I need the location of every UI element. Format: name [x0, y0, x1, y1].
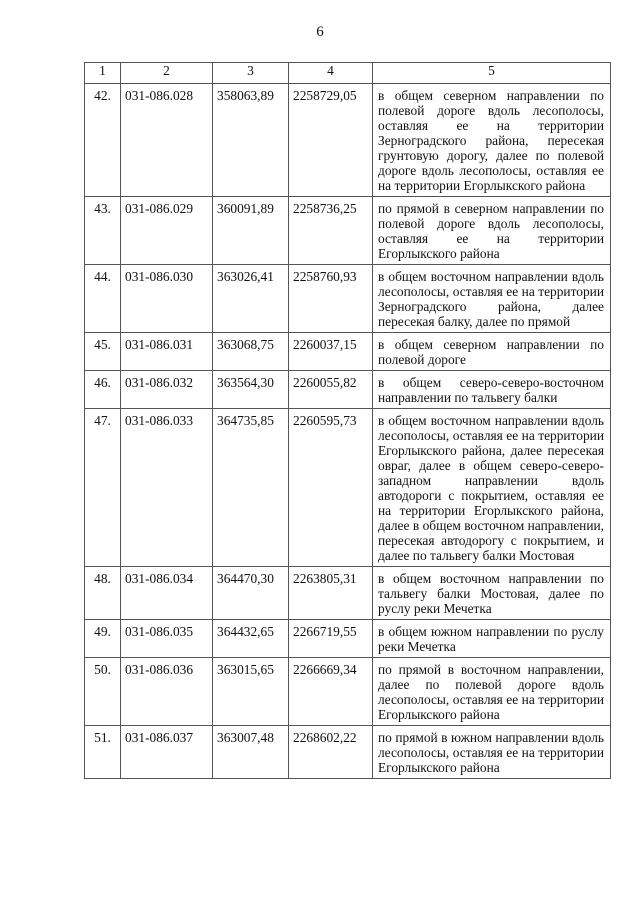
coordinate-y: 2258736,25 [289, 197, 373, 265]
coordinate-y: 2266719,55 [289, 620, 373, 658]
point-code: 031-086.032 [121, 371, 213, 409]
coordinate-x: 360091,89 [213, 197, 289, 265]
coordinate-y: 2258729,05 [289, 84, 373, 197]
coordinate-y: 2260037,15 [289, 333, 373, 371]
table-row [85, 84, 611, 197]
row-number: 46. [85, 371, 121, 409]
table-row [85, 265, 611, 333]
column-header-4: 4 [289, 63, 373, 84]
boundary-description: в общем северо-северо-восточном направлении по тальвегу балки [373, 371, 611, 409]
coordinate-x: 364735,85 [213, 409, 289, 567]
table-row [85, 197, 611, 265]
table-row [85, 371, 611, 409]
coordinate-x: 363015,65 [213, 658, 289, 726]
row-number: 42. [85, 84, 121, 197]
point-code: 031-086.030 [121, 265, 213, 333]
coordinate-x: 363007,48 [213, 726, 289, 779]
coordinate-y: 2268602,22 [289, 726, 373, 779]
coordinate-y: 2266669,34 [289, 658, 373, 726]
table-row [85, 409, 611, 567]
coordinate-y: 2258760,93 [289, 265, 373, 333]
boundary-description: в общем восточном направлении по тальвегу балки Мостовая, далее по руслу реки Мечетка [373, 567, 611, 620]
boundary-points-table [84, 62, 611, 779]
row-number: 45. [85, 333, 121, 371]
point-code: 031-086.028 [121, 84, 213, 197]
table-row [85, 333, 611, 371]
column-header-1: 1 [85, 63, 121, 84]
point-code: 031-086.035 [121, 620, 213, 658]
row-number: 43. [85, 197, 121, 265]
column-header-3: 3 [213, 63, 289, 84]
boundary-description: в общем восточном направлении вдоль лесополосы, оставляя ее на территории Егорлыкского района, далее пересекая овраг, далее в общем северо-северо-западном направлении вдоль автодороги с покрытием, оставляя ее на территории Егорлыкского района, далее в общем восточном направлении, пересекая автодорогу с покрытием, и далее по тальвегу балки Мостовая [373, 409, 611, 567]
point-code: 031-086.037 [121, 726, 213, 779]
row-number: 51. [85, 726, 121, 779]
point-code: 031-086.034 [121, 567, 213, 620]
point-code: 031-086.036 [121, 658, 213, 726]
row-number: 47. [85, 409, 121, 567]
boundary-description: в общем северном направлении по полевой дороге вдоль лесополосы, оставляя ее на территории Зерноградского района, пересекая грунтовую дорогу, далее по полевой дороге вдоль лесополосы, оставляя ее на территории Егорлыкского района [373, 84, 611, 197]
coordinate-x: 363564,30 [213, 371, 289, 409]
table-header-row [85, 63, 611, 84]
coordinate-y: 2263805,31 [289, 567, 373, 620]
row-number: 48. [85, 567, 121, 620]
boundary-description: в общем северном направлении по полевой дороге [373, 333, 611, 371]
point-code: 031-086.031 [121, 333, 213, 371]
boundary-description: по прямой в северном направлении по полевой дороге вдоль лесополосы, оставляя ее на территории Егорлыкского района [373, 197, 611, 265]
row-number: 49. [85, 620, 121, 658]
column-header-5: 5 [373, 63, 611, 84]
coordinate-x: 363026,41 [213, 265, 289, 333]
coordinate-x: 358063,89 [213, 84, 289, 197]
coordinate-x: 364432,65 [213, 620, 289, 658]
table-row [85, 726, 611, 779]
point-code: 031-086.029 [121, 197, 213, 265]
table-row [85, 658, 611, 726]
table-row [85, 620, 611, 658]
page-number: 6 [316, 24, 324, 40]
coordinate-x: 363068,75 [213, 333, 289, 371]
coordinate-y: 2260055,82 [289, 371, 373, 409]
boundary-description: в общем южном направлении по руслу реки Мечетка [373, 620, 611, 658]
table-row [85, 567, 611, 620]
row-number: 50. [85, 658, 121, 726]
boundary-description: по прямой в южном направлении вдоль лесополосы, оставляя ее на территории Егорлыкского района [373, 726, 611, 779]
coordinate-x: 364470,30 [213, 567, 289, 620]
coordinate-y: 2260595,73 [289, 409, 373, 567]
row-number: 44. [85, 265, 121, 333]
boundary-description: по прямой в восточном направлении, далее по полевой дороге вдоль лесополосы, оставляя ее на территории Егорлыкского района [373, 658, 611, 726]
column-header-2: 2 [121, 63, 213, 84]
boundary-description: в общем восточном направлении вдоль лесополосы, оставляя ее на территории Зерноградского района, далее пересекая балку, далее по прямой [373, 265, 611, 333]
point-code: 031-086.033 [121, 409, 213, 567]
